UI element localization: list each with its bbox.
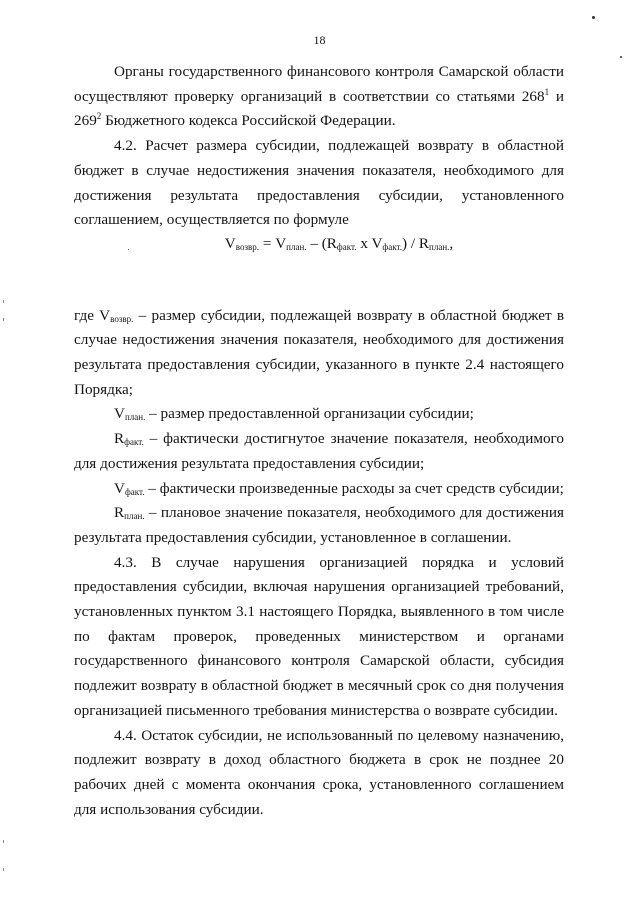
scan-speck (128, 249, 129, 250)
paragraph-audit: Органы государственного финансового контроля Самарской области осуществляют проверку организаций в соответствии со статьями $268^1$ и $269^2$ Бюджетного кодекса Российской Федерации. (74, 63, 564, 130)
definition-vfact: $V_{факт.}$ – фактически произведенные расходы за счет средств субсидии; (114, 479, 564, 497)
scan-edge-mark (3, 868, 4, 871)
paragraph-where-vreturn: где $V_{возвр.}$ – размер субсидии, подлежащей возврату в областной бюджет в случае недостижения значения показателя, необходимого для достижения результата предоставления субсидии, указанного в пункте 2.4 настоящего Порядка; (74, 306, 564, 398)
definition-rplan: $R_{план.}$ – плановое значение показателя, необходимого для достижения результата предоставления субсидии, установленное в соглашении. (74, 504, 564, 546)
page-number: 18 (313, 33, 326, 47)
scan-edge-mark (3, 840, 4, 843)
scan-speck (620, 56, 622, 58)
scan-edge-mark (3, 318, 4, 321)
document-body (74, 60, 564, 822)
paragraph-4-4: 4.4. Остаток субсидии, не использованный по целевому назначению, подлежит возврату в доход областного бюджета в срок не позднее 20 рабочих дней с момента окончания срока, установленного соглашением для использования субсидии. (74, 726, 564, 818)
definition-rfact: $R_{факт.}$ – фактически достигнутое значение показателя, необходимого для достижения результата предоставления субсидии; (74, 430, 564, 472)
paragraph-4-3: 4.3. В случае нарушения организацией порядка и условий предоставления субсидии, включая нарушения организацией требований, установленных пунктом 3.1 настоящего Порядка, выявленного в том числе по фактам проверок, проведенных министерством и органами государственного финансового контроля Самарской области, субсидия подлежит возврату в областной бюджет в месячный срок со дня получения организацией письменного требования министерства о возврате субсидии. (74, 553, 564, 719)
paragraph-4-2: 4.2. Расчет размера субсидии, подлежащей возврату в областной бюджет в случае недостижения значения показателя, необходимого для достижения результата предоставления субсидии, установленного соглашением, осуществляется по формуле (74, 137, 564, 229)
scan-speck (592, 16, 595, 19)
definition-vplan: $V_{план.}$ – размер предоставленной организации субсидии; (114, 405, 474, 423)
scan-edge-mark (3, 300, 4, 303)
formula-spacing (74, 257, 564, 304)
formula: $V_{возвр.} = V_{план.} - (R_{факт.}$ x $V_{факт.}) / R_{план.}$, (224, 234, 454, 252)
